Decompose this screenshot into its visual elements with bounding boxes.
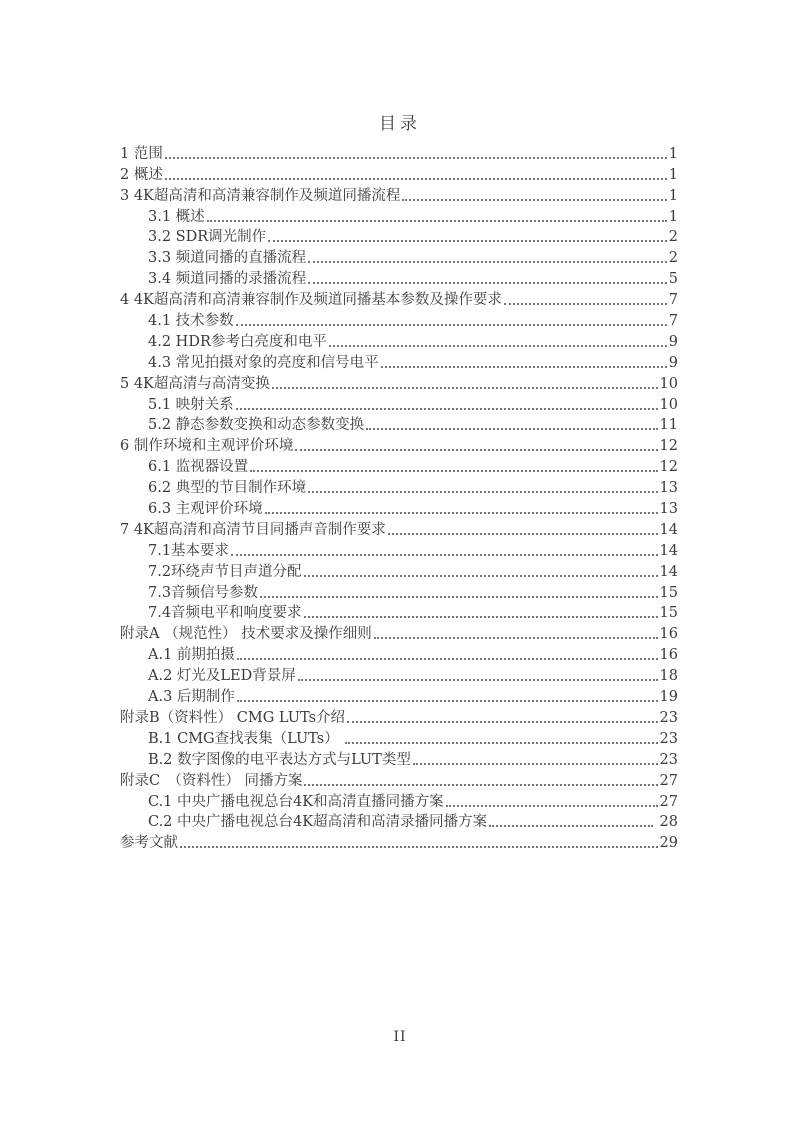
toc-leader-dots [180,846,658,848]
toc-entry-page: 10 [659,396,678,413]
toc-entry-label: 3 4K超高清和高清兼容制作及频道同播流程 [120,187,401,204]
toc-entry [120,226,678,247]
toc-entry-label: 3.2 SDR调光制作 [148,229,267,246]
toc-entry [120,643,678,664]
toc-leader-dots [265,512,658,514]
toc-entry-label: 参考文献 [120,835,178,852]
toc-entry-page: 18 [659,668,678,685]
toc-entry-page: 13 [659,501,678,518]
toc-leader-dots [236,408,658,410]
toc-entry-label: 6 制作环境和主观评价环境 [120,438,294,455]
toc-leader-dots [165,178,667,180]
toc-entry [120,622,678,643]
toc-entry-page: 7 [668,313,678,330]
toc-leader-dots [308,491,657,493]
toc-entry-page: 16 [659,626,678,643]
toc-entry-page: 14 [659,521,678,538]
toc-entry-page: 1 [668,166,678,183]
toc-leader-dots [402,199,666,201]
toc-entry [120,267,678,288]
toc-leader-dots [347,721,658,723]
toc-entry [120,727,678,748]
toc-entry [120,518,678,539]
toc-leader-dots [304,575,658,577]
toc-entry [120,142,678,163]
toc-entry [120,393,678,414]
toc-entry-page: 12 [659,459,678,476]
toc-leader-dots [250,470,657,472]
toc-leader-dots [345,742,657,744]
toc-entry-label: A.1 前期拍摄 [148,647,235,664]
toc-entry-label: 1 范围 [120,145,163,162]
toc-entry-page: 11 [659,417,678,434]
toc-entry [120,581,678,602]
toc-leader-dots [366,428,657,430]
toc-entry-label: A.2 灯光及LED背景屏 [148,668,296,685]
toc-entry-page: 29 [659,835,678,852]
toc-entry-label: 附录B（资料性） CMG LUTs介绍 [120,709,346,726]
toc-entry [120,790,678,811]
toc-leader-dots [207,220,667,222]
toc-entry-page: 27 [659,772,678,789]
toc-entry [120,330,678,351]
toc-entry-label: 7 4K超高清和高清节目同播声音制作要求 [120,521,386,538]
toc-entry [120,205,678,226]
toc-entry [120,497,678,518]
toc-entry-label: 5.2 静态参数变换和动态参数变换 [148,417,365,434]
toc-entry-label: 附录A （规范性） 技术要求及操作细则 [120,626,372,643]
toc-entry [120,372,678,393]
toc-leader-dots [298,679,658,681]
toc-leader-dots [381,366,667,368]
toc-entry [120,163,678,184]
toc-entry-label: B.2 数字图像的电平表达方式与LUT类型 [148,751,411,768]
toc-entry-label: 7.3音频信号参数 [148,584,259,601]
toc-leader-dots [504,303,667,305]
toc-entry [120,351,678,372]
toc-leader-dots [268,240,667,242]
toc-entry-label: 6.3 主观评价环境 [148,501,263,518]
toc-entry-page: 12 [659,438,678,455]
toc-entry-page: 5 [668,271,678,288]
toc-entry-label: 7.4音频电平和响度要求 [148,605,302,622]
toc-list [120,142,678,852]
toc-entry [120,664,678,685]
toc-entry [120,811,678,832]
toc-entry-page: 2 [668,229,678,246]
toc-leader-dots [329,345,667,347]
toc-entry [120,288,678,309]
toc-leader-dots [308,261,667,263]
toc-entry [120,748,678,769]
toc-title: 目录 [379,114,421,134]
toc-entry [120,831,678,852]
toc-leader-dots [165,157,667,159]
toc-entry [120,184,678,205]
toc-entry-page: 14 [659,542,678,559]
toc-leader-dots [237,658,658,660]
toc-entry-label: 7.1基本要求 [148,542,230,559]
toc-entry-page: 7 [668,292,678,309]
toc-entry [120,706,678,727]
toc-entry [120,769,678,790]
toc-entry-page: 1 [668,145,678,162]
toc-entry-label: 2 概述 [120,166,163,183]
toc-entry-page: 14 [659,563,678,580]
toc-leader-dots [231,554,657,556]
toc-entry-label: C.2 中央广播电视总台4K超高清和高清录播同播方案 [148,814,488,831]
toc-entry-page: 13 [659,480,678,497]
toc-entry-page: 23 [659,751,678,768]
toc-entry-label: C.1 中央广播电视总台4K和高清直播同播方案 [148,793,444,810]
toc-entry [120,560,678,581]
toc-entry [120,685,678,706]
toc-entry-label: 附录C （资料性） 同播方案 [120,772,303,789]
toc-entry-page: 19 [659,689,678,706]
toc-entry-page: 10 [659,375,678,392]
toc-entry [120,539,678,560]
toc-leader-dots [304,784,657,786]
toc-entry-page: 15 [659,605,678,622]
toc-entry [120,434,678,455]
toc-leader-dots [489,825,653,827]
toc-entry-label: 7.2环绕声节目声道分配 [148,563,302,580]
toc-entry-label: 4 4K超高清和高清兼容制作及频道同播基本参数及操作要求 [120,292,502,309]
toc-entry-label: 4.2 HDR参考白亮度和电平 [148,333,327,350]
toc-entry [120,414,678,435]
toc-entry-label: 5 4K超高清与高清变换 [120,375,270,392]
toc-entry-label: 3.3 频道同播的直播流程 [148,250,307,267]
page-number-footer: II [393,1029,407,1045]
toc-entry-label: 4.1 技术参数 [148,313,234,330]
toc-leader-dots [295,449,657,451]
toc-leader-dots [236,324,667,326]
toc-leader-dots [446,805,658,807]
toc-entry-page: 1 [668,208,678,225]
toc-entry [120,246,678,267]
toc-leader-dots [413,763,658,765]
toc-entry [120,602,678,623]
toc-entry [120,455,678,476]
toc-entry-page: 9 [668,333,678,350]
toc-leader-dots [388,533,658,535]
toc-entry-page: 23 [659,730,678,747]
toc-entry-label: 3.4 频道同播的录播流程 [148,271,307,288]
toc-entry-label: 5.1 映射关系 [148,396,234,413]
toc-entry-page: 28 [654,814,678,831]
toc-entry-label: A.3 后期制作 [148,689,235,706]
toc-leader-dots [237,700,658,702]
toc-entry-page: 23 [659,709,678,726]
toc-entry-page: 2 [668,250,678,267]
toc-entry-label: 6.2 典型的节目制作环境 [148,480,307,497]
toc-entry-label: 6.1 监视器设置 [148,459,249,476]
toc-entry-page: 9 [668,354,678,371]
toc-leader-dots [374,637,658,639]
toc-entry-page: 15 [659,584,678,601]
toc-leader-dots [272,387,658,389]
toc-entry-page: 27 [659,793,678,810]
toc-leader-dots [308,282,667,284]
toc-entry [120,476,678,497]
toc-entry-label: B.1 CMG查找表集（LUTs） [148,730,344,747]
toc-entry-page: 1 [668,187,678,204]
toc-entry [120,309,678,330]
toc-entry-label: 3.1 概述 [148,208,205,225]
toc-leader-dots [260,596,657,598]
toc-leader-dots [304,616,658,618]
toc-entry-label: 4.3 常见拍摄对象的亮度和信号电平 [148,354,379,371]
toc-entry-page: 16 [659,647,678,664]
